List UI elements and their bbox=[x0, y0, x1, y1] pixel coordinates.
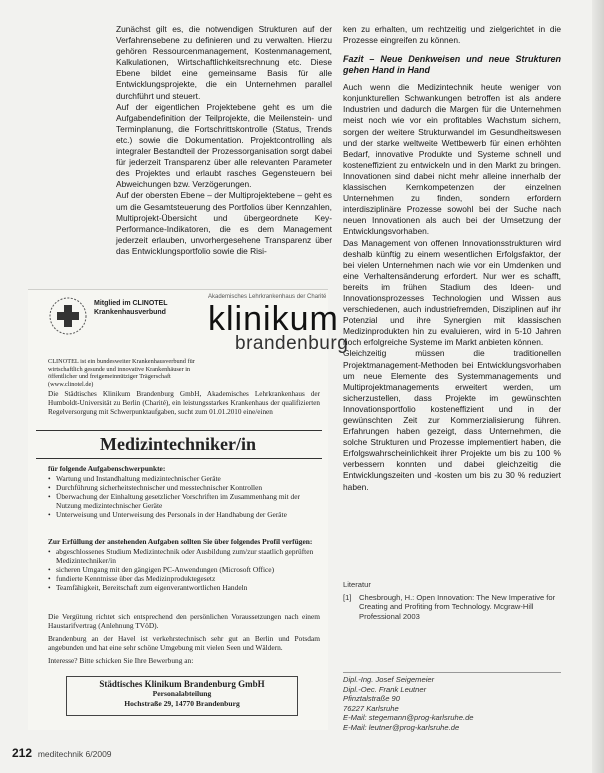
job-advertisement bbox=[28, 289, 349, 730]
paragraph: Gleichzeitig müssen die traditionellen Projektmanagement-Methoden bei Entwicklungsvorhaben um neue Elemente des Systemmanagements und Multiprojektmanagements erweitert werden, um sicherzustellen, dass Projekte im gewünschten Innovationsportfolio kosteneffizient und in der gewünschten Zeit zur Kommerzialisierung führen. Erfahrungen haben gezeigt, dass Unternehmen, die solche Strukturen und Prozesse implementiert haben, die Erfolgswahrscheinlichkeit ihrer Projekte um bis zu 100 % verbessern konnten und dabei gleichzeitig die Entwicklungszeiten und -kosten um bis zu 30 % reduziert haben. bbox=[343, 348, 561, 492]
ad-intro: Die Städtisches Klinikum Brandenburg GmbH, Akademisches Lehrkrankenhaus der Humboldt-Universität zu Berlin (Charité), ein leistungsstarkes Krankenhaus der qualifizierten Regelversorgung mit Schwerpunktaufgaben, sucht zum 01.01.2010 eine/einen bbox=[48, 390, 320, 416]
paragraph: Zunächst gilt es, die notwendigen Strukturen auf der Verfahrensebene zu definieren und zu verwalten. Hierzu gehören Ressourcenmanagement, Kostenmanagement, Kalkulationen, Wirtschaftlichkeitsrechnung etc. Diese Ebene bildet eine gemeinsame Basis für alle Entwicklungsprojekte, die ein Unternehmen parallel durchführt und steuert. bbox=[116, 24, 332, 101]
conditions-section bbox=[48, 612, 320, 665]
section-heading: Fazit – Neue Denkweisen und neue Strukturen gehen Hand in Hand bbox=[343, 54, 561, 76]
page-edge bbox=[592, 0, 604, 773]
profile-item: • abgeschlossenes Studium Medizintechnik oder Ausbildung zum/zur staatlich geprüften Medizintechniker/in bbox=[48, 547, 320, 565]
literature-heading: Literatur bbox=[343, 580, 371, 589]
magazine-issue: meditechnik 6/2009 bbox=[37, 749, 112, 759]
contact-box bbox=[66, 676, 298, 716]
profile-section bbox=[48, 537, 320, 592]
tasks-section bbox=[48, 464, 320, 519]
profile-heading: Zur Erfüllung der anstehenden Aufgaben sollten Sie über folgendes Profil verfügen: bbox=[48, 537, 313, 546]
paragraph: Das Management von offenen Innovationsstrukturen wird deshalb künftig zu einem wesentlichen Erfolgsfaktor, der bei vielen Unternehmen nach wie vor ein Umdenken und eine Verhaltensänderung erfordert. Nur wer es schafft, bereits im frühen Stadium des Ideen- und Innovationsprozesses Technologien und Wissen aus verschiedenen, auch industriefremden, Disziplinen auf ihr Potenzial und ihre Synergien mit klassischen Medizinprodukten hin zu evaluieren, wird in 5-10 Jahren noch erfolgreiche Systeme im Markt anbieten können. bbox=[343, 237, 561, 348]
profile-item: • Teamfähigkeit, Bereitschaft zum eigenverantwortlichen Handeln bbox=[48, 583, 320, 592]
pay-text: Die Vergütung richtet sich entsprechend den persönlichen Voraussetzungen nach einem Haustarifvertrag (Anlehnung TVöD). bbox=[48, 612, 320, 630]
job-title: Medizintechniker/in bbox=[100, 434, 256, 454]
tasks-heading: für folgende Aufgabenschwerpunkte: bbox=[48, 464, 166, 473]
klinikum-logo: klinikum bbox=[208, 300, 339, 338]
address-line: E-Mail: leutner@prog-karlsruhe.de bbox=[343, 722, 460, 732]
article-left-column bbox=[116, 24, 332, 257]
paragraph: Auf der eigentlichen Projektebene geht es um die Aufgabendefinition der Teilprojekte, die Meilenstein- und Terminplanung, die Fortschrittskontrolle (Status, Trends etc.) sowie die Dokumentation. Projektcontrolling als integraler Bestandteil der Prozessorganisation sorgt dabei für jederzeit Transparenz über alle relevanten Parameter des Projektes und erlaubt rasches Gegensteuern bei Abweichungen bzw. Verzögerungen. bbox=[116, 101, 332, 190]
address-line: E-Mail: stegemann@prog-karlsruhe.de bbox=[343, 713, 474, 722]
address-line: Dipl.-Ing. Josef Seigemeier bbox=[343, 675, 435, 684]
paragraph: ken zu erhalten, um rechtzeitig und zielgerichtet in die Prozesse eingreifen zu können. bbox=[343, 24, 561, 46]
task-item: • Durchführung sicherheitstechnischer und messtechnischer Kontrollen bbox=[48, 483, 320, 492]
address-line: Dipl.-Oec. Frank Leutner bbox=[343, 684, 427, 694]
literature-number: [1] bbox=[343, 592, 352, 602]
task-item: • Überwachung der Einhaltung gesetzlicher Vorschriften im Zusammenhang mit der Nutzung medizintechnischer Geräte bbox=[48, 492, 320, 510]
clinotel-description: CLINOTEL ist ein bundesweiter Krankenhausverbund für wirtschaftlich gesunde und innovative Krankenhäuser in öffentlicher und freigemeinnütziger Trägerschaft (www.clinotel.de) bbox=[48, 358, 195, 388]
teaching-hospital-note: Akademisches Lehrkrankenhaus der Charité bbox=[208, 294, 327, 300]
page-footer bbox=[12, 746, 112, 760]
divider bbox=[36, 430, 322, 431]
page-number: 212 bbox=[12, 746, 33, 760]
membership-label: Mitglied im CLINOTEL Krankenhausverbund bbox=[94, 300, 168, 316]
author-address bbox=[343, 672, 561, 732]
divider bbox=[36, 458, 322, 459]
klinikum-logo-sub: brandenburg bbox=[235, 333, 349, 354]
paragraph: Auf der obersten Ebene – der Multiprojektebene – geht es um die Gesamtsteuerung des Portfolios über Kennzahlen, Multiprojekt-Übersicht und übergeordnete Key-Performance-Indikatoren, die es dem Management jederzeit erlauben, unvorhergesehene Transparenz über das Entwicklungsportfolio sowie die Risi- bbox=[116, 190, 332, 256]
address-line: 76227 Karlsruhe bbox=[343, 703, 399, 713]
profile-item: • fundierte Kenntnisse über das Medizinproduktegesetz bbox=[48, 574, 320, 583]
contact-department: Personalabteilung bbox=[152, 689, 212, 698]
apply-text: Interesse? Bitte schicken Sie Ihre Bewerbung an: bbox=[48, 656, 194, 665]
clinotel-seal-icon bbox=[48, 296, 88, 336]
literature bbox=[343, 580, 561, 621]
article-right-column bbox=[343, 24, 561, 493]
profile-item: • sicheren Umgang mit den gängigen PC-Anwendungen (Microsoft Office) bbox=[48, 565, 320, 574]
literature-entry bbox=[343, 593, 561, 622]
location-text: Brandenburg an der Havel ist verkehrstechnisch sehr gut an Berlin und Potsdam angebunden und hat eine sehr schöne Umgebung mit vielen Seen und Wäldern. bbox=[48, 634, 320, 652]
address-line: Pfinztalstraße 90 bbox=[343, 694, 400, 703]
literature-text: Chesbrough, H.: Open Innovation: The New Imperative for Creating and Profiting from Technology. Mcgraw-Hill Professional 2003 bbox=[359, 592, 556, 621]
contact-name: Städtisches Klinikum Brandenburg GmbH bbox=[99, 679, 265, 689]
paragraph: Auch wenn die Medizintechnik heute weniger von konjunkturellen Schwankungen betroffen ist als andere Industrien und dadurch die Margen für die Unternehmen meist noch wie vor ein profitables Wachstum sichern, sorgen der weitere Strukturwandel im Gesundheitswesen und der starke weltweite Wettbewerb für einen erhöhten Bedarf, innovative Produkte und Systeme schnell und kosteneffizient zu entwickeln und in den Markt zu bringen. Innovationen sind dabei nicht mehr alleine innerhalb der klassischen Kernkompetenzen der einzelnen Unternehmen zu finden, sondern erfordern interdisziplinäre Prozesse sowohl bei der Suche nach neuen Innovationen als auch bei der Umsetzung der Entwicklungsvorhaben. bbox=[343, 82, 561, 237]
task-item: • Wartung und Instandhaltung medizintechnischer Geräte bbox=[48, 474, 320, 483]
task-item: • Unterweisung und Unterweisung des Personals in der Handhabung der Geräte bbox=[48, 510, 320, 519]
contact-address: Hochstraße 29, 14770 Brandenburg bbox=[124, 699, 240, 708]
